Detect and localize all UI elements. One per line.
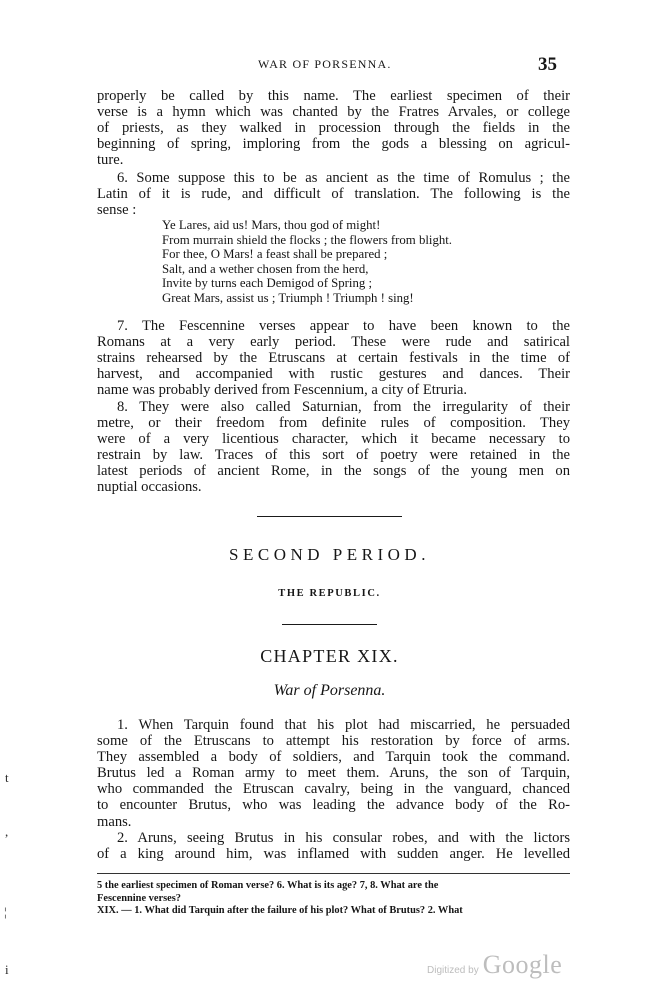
- text-line: some of the Etruscans to attempt his restoration by force of arms.: [97, 733, 570, 750]
- text-line: 6. Some suppose this to be as ancient as the time of Romulus ; the: [117, 170, 570, 186]
- text-line: properly be called by this name. The earliest specimen of their: [97, 88, 570, 104]
- margin-mark: i: [5, 962, 9, 977]
- text-line: of priests, as they walked in procession through the fields in the: [97, 120, 570, 137]
- period-subtitle: THE REPUBLIC.: [278, 588, 381, 599]
- text-line: They assembled a body of soldiers, and Tarquin took the command.: [97, 749, 570, 766]
- text-line: Romans at a very early period. These were rude and satirical: [97, 334, 570, 351]
- text-line: beginning of spring, imploring from the gods a blessing on agricul-: [97, 136, 570, 153]
- verse-line: Ye Lares, aid us! Mars, thou god of might!: [162, 218, 381, 232]
- margin-mark: ,: [5, 824, 9, 839]
- text-line: name was probably derived from Fescennium, a city of Etruria.: [97, 382, 467, 399]
- text-line: latest periods of ancient Rome, in the songs of the young men on: [97, 463, 570, 480]
- verse-line: Great Mars, assist us ; Triumph ! Triumph ! sing!: [162, 290, 414, 305]
- verse-line: For thee, O Mars! a feast shall be prepared ;: [162, 247, 388, 262]
- text-line: ture.: [97, 152, 124, 169]
- chapter-subtitle: War of Porsenna.: [273, 682, 386, 699]
- paragraph-7: [97, 318, 570, 398]
- text-line: of a king around him, was inflamed with sudden anger. He levelled: [97, 846, 570, 863]
- verse-block: [162, 218, 512, 306]
- text-line: were of a very licentious character, which it became necessary to: [97, 431, 570, 448]
- text-line: 2. Aruns, seeing Brutus in his consular robes, and with the lictors: [117, 830, 570, 846]
- google-logo: Google: [482, 950, 563, 979]
- running-head: [0, 54, 659, 76]
- section-divider: [257, 516, 402, 517]
- text-line: 7. The Fescennine verses appear to have been known to the: [117, 318, 570, 334]
- chapter-title: CHAPTER XIX.: [260, 646, 399, 666]
- watermark-prefix: Digitized by: [427, 965, 479, 976]
- text-line: 1. When Tarquin found that his plot had miscarried, he persuaded: [117, 717, 570, 733]
- text-line: metre, or their freedom from definite rules of composition. They: [97, 415, 570, 432]
- footnote-rule: [97, 873, 570, 874]
- text-line: nuptial occasions.: [97, 479, 202, 496]
- chapter-paragraph-1: [97, 717, 570, 830]
- text-line: strains rehearsed by the Etruscans at certain festivals in the time of: [97, 350, 570, 367]
- period-title: SECOND PERIOD.: [229, 545, 430, 564]
- chapter-paragraph-2: [97, 830, 570, 862]
- chapter-divider: [282, 624, 377, 625]
- paragraph-6: [97, 170, 570, 218]
- footnotes: [97, 880, 570, 918]
- text-line: to encounter Brutus, who was leading the advance body of the Ro-: [97, 797, 570, 814]
- paragraph-continuation: [97, 88, 570, 168]
- text-line: who commanded the Etruscan cavalry, being in the vanguard, chanced: [97, 781, 570, 798]
- margin-mark: ¦: [4, 904, 7, 919]
- verse-line: From murrain shield the flocks ; the flowers from blight.: [162, 232, 453, 247]
- text-line: harvest, and accompanied with rustic gestures and dances. Their: [97, 366, 570, 383]
- text-line: mans.: [97, 813, 132, 830]
- text-line: Brutus led a Roman army to meet them. Aruns, the son of Tarquin,: [97, 765, 570, 782]
- verse-line: Salt, and a wether chosen from the herd,: [162, 261, 369, 276]
- text-line: sense :: [97, 202, 137, 219]
- footnote-line: Fescennine verses?: [97, 892, 181, 904]
- text-line: restrain by law. Traces of this sort of poetry were retained in the: [97, 447, 570, 464]
- text-line: Latin of it is rude, and difficult of translation. The following is the: [97, 186, 570, 203]
- text-line: verse is a hymn which was chanted by the Fratres Arvales, or college: [97, 104, 570, 121]
- running-title: WAR OF PORSENNA.: [258, 57, 392, 71]
- paragraph-8: [97, 399, 570, 496]
- verse-line: Invite by turns each Demigod of Spring ;: [162, 276, 373, 291]
- footnote-line: XIX. — 1. What did Tarquin after the failure of his plot? What of Brutus? 2. What: [97, 905, 463, 916]
- footnote-line: 5 the earliest specimen of Roman verse? 6. What is its age? 7, 8. What are the: [97, 880, 439, 891]
- margin-mark: t: [5, 770, 9, 785]
- page-number: 35: [538, 54, 557, 75]
- digitized-watermark: [427, 950, 562, 980]
- text-line: 8. They were also called Saturnian, from the irregularity of their: [117, 399, 570, 415]
